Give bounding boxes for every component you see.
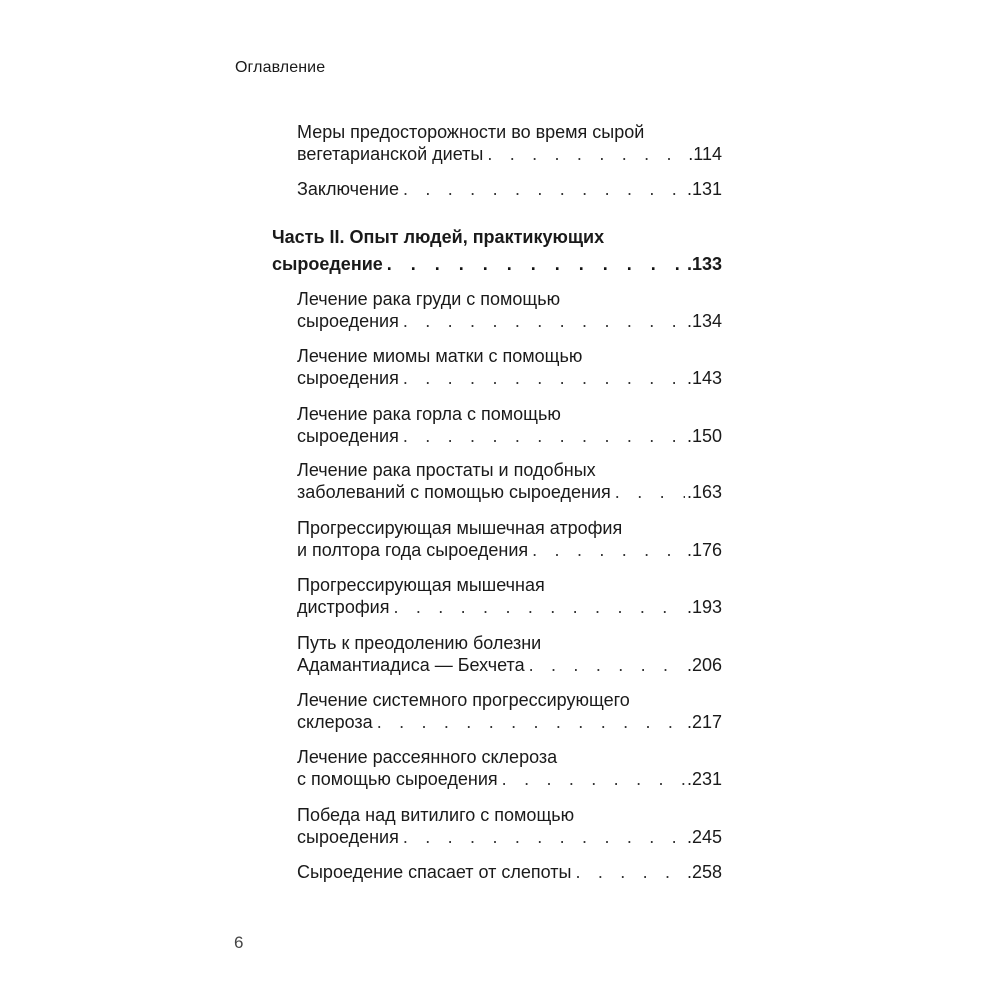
toc-page-number: .258 [686, 862, 722, 882]
toc-entry-title-line: Заключение [297, 179, 399, 199]
toc-entry-uterine-fibroid[interactable] [297, 345, 722, 389]
toc-entry-throat-cancer[interactable] [297, 403, 722, 447]
dot-leader [502, 768, 685, 790]
dot-leader [403, 178, 685, 200]
toc-entry-title-line: заболеваний с помощью сыроедения [297, 482, 611, 502]
dot-leader [575, 861, 685, 883]
toc-page-number: .206 [686, 655, 722, 675]
dot-leader [532, 539, 685, 561]
dot-leader [393, 596, 685, 618]
dot-leader [377, 711, 685, 733]
dot-leader [387, 253, 685, 275]
folio-page-number: 6 [234, 933, 244, 952]
toc-entry-title-line: и полтора года сыроедения [297, 540, 529, 560]
running-head-title: Оглавление [235, 59, 326, 76]
toc-entry-title-line: сыроедения [297, 827, 399, 847]
toc-page-number: .231 [686, 769, 722, 789]
toc-entry-title-line: Лечение рассеянного склероза [297, 747, 558, 767]
toc-entry-title-line: Меры предосторожности во время сырой [297, 122, 645, 142]
toc-entry-systemic-sclerosis[interactable] [297, 689, 722, 733]
toc-entry-title-line: Лечение рака груди с помощью [297, 289, 561, 309]
dot-leader [403, 310, 685, 332]
toc-entry-title-line: Путь к преодолению болезни [297, 633, 542, 653]
toc-entry-blindness[interactable] [297, 861, 722, 883]
toc-entry-vitiligo[interactable] [297, 804, 722, 848]
toc-entry-precautions[interactable] [297, 121, 722, 165]
dot-leader [403, 826, 685, 848]
toc-page-number: .133 [686, 254, 722, 274]
dot-leader [529, 654, 685, 676]
toc-entry-prostate-cancer[interactable] [297, 459, 722, 503]
toc-entry-multiple-sclerosis[interactable] [297, 746, 722, 790]
dot-leader [403, 367, 685, 389]
toc-entry-conclusion[interactable] [297, 178, 722, 200]
toc-entry-title-line: склероза [297, 712, 373, 732]
toc-entry-behcet-disease[interactable] [297, 632, 722, 676]
toc-page-number: .134 [686, 311, 722, 331]
toc-entry-breast-cancer[interactable] [297, 288, 722, 332]
toc-page-number: .163 [686, 482, 722, 502]
toc-entry-title-line: дистрофия [297, 597, 390, 617]
toc-entry-title-line: Лечение рака горла с помощью [297, 404, 561, 424]
toc-entry-title-line: Лечение рака простаты и подобных [297, 460, 596, 480]
toc-page-number: .245 [686, 827, 722, 847]
toc-page-number: .176 [686, 540, 722, 560]
toc-entry-title-line: Лечение миомы матки с помощью [297, 346, 583, 366]
toc-entry-title-line: сыроедения [297, 311, 399, 331]
dot-leader [487, 143, 686, 165]
toc-page-number: .193 [686, 597, 722, 617]
toc-entry-title-line: Адамантиадиса — Бехчета [297, 655, 525, 675]
toc-entry-title-line: сыроедения [297, 368, 399, 388]
dot-leader [615, 481, 685, 503]
dot-leader [403, 425, 685, 447]
toc-entry-title-line: Победа над витилиго с помощью [297, 805, 575, 825]
toc-page-number: .150 [686, 426, 722, 446]
toc-entry-title-line: вегетарианской диеты [297, 144, 484, 164]
toc-page-number: .143 [686, 368, 722, 388]
toc-entry-title-line: с помощью сыроедения [297, 769, 498, 789]
toc-entry-title-line: сыроедения [297, 426, 399, 446]
toc-entry-muscular-dystrophy[interactable] [297, 574, 722, 618]
toc-entry-title-line: Прогрессирующая мышечная атрофия [297, 518, 623, 538]
toc-entry-title-line: Сыроедение спасает от слепоты [297, 862, 572, 882]
toc-page-number: .114 [688, 144, 722, 164]
toc-page-number: .131 [686, 179, 722, 199]
toc-entry-title-line: Прогрессирующая мышечная [297, 575, 545, 595]
toc-entry-part-two[interactable] [272, 226, 722, 275]
toc-entry-title-line: Лечение системного прогрессирующего [297, 690, 630, 710]
toc-entry-title-line: сыроедение [272, 254, 383, 274]
toc-entry-muscular-atrophy[interactable] [297, 517, 722, 561]
toc-entry-title-line: Часть II. Опыт людей, практикующих [272, 227, 605, 247]
toc-page-number: .217 [686, 712, 722, 732]
